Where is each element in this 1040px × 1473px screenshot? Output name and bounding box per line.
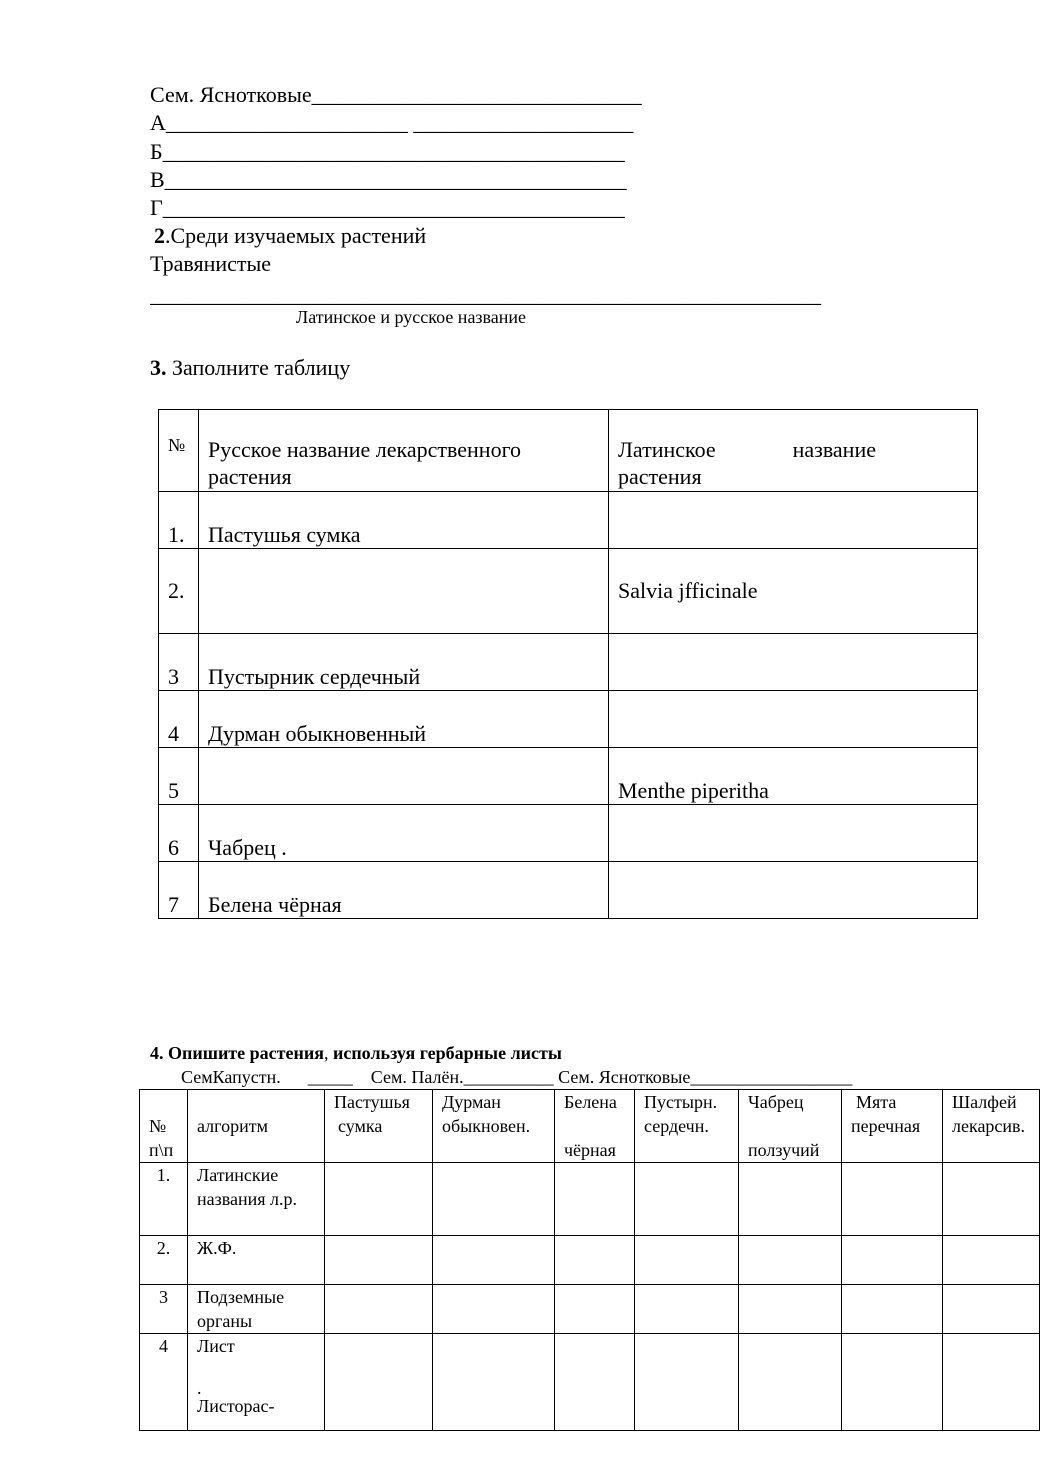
row-cell[interactable] (635, 1334, 739, 1431)
header-col-motherwort (635, 1090, 739, 1163)
header-col6-line2: перечная (851, 1116, 921, 1136)
section3-title: Заполните таблицу (166, 355, 351, 380)
section4-title-a: 4. Опишите растения (150, 1043, 324, 1063)
row-num: 7 (159, 862, 199, 919)
row-cell[interactable] (555, 1236, 635, 1285)
header-algorithm-text: алгоритм (197, 1116, 268, 1136)
row-russian[interactable]: Дурман обыкновенный (199, 691, 609, 748)
row-cell[interactable] (635, 1285, 739, 1334)
row-num: 1. (140, 1163, 188, 1236)
table-row (159, 748, 978, 805)
row-num: 1. (159, 492, 199, 549)
row-latin[interactable] (609, 805, 978, 862)
row-latin[interactable] (609, 862, 978, 919)
header-latin-word1: Латинское (618, 437, 716, 462)
header-latin-word3: растения (618, 464, 702, 489)
section2-caption: Латинское и русское название (296, 307, 527, 327)
header-col2-line2: обыкновен. (442, 1116, 531, 1136)
header-col7-line2: лекарсив. (952, 1116, 1026, 1136)
table-row (159, 492, 978, 549)
row-cell[interactable] (433, 1236, 555, 1285)
table-row (159, 805, 978, 862)
row-cell[interactable] (842, 1285, 943, 1334)
row-cell[interactable] (943, 1163, 1040, 1236)
header-latin-word2: название (792, 437, 876, 462)
section4-title-comma: , (323, 1043, 329, 1063)
row-cell[interactable] (325, 1334, 433, 1431)
row-russian[interactable] (199, 748, 609, 805)
row-cell[interactable] (842, 1236, 943, 1285)
table-row (140, 1285, 1040, 1334)
header-col3-line2: чёрная (564, 1140, 616, 1160)
row-cell[interactable] (943, 1334, 1040, 1431)
header-col-datura (433, 1090, 555, 1163)
header-latin-name (609, 410, 978, 492)
section2-title: .Среди изучаемых растений (165, 223, 427, 248)
header-col-thyme (739, 1090, 842, 1163)
header-col5-line2: ползучий (748, 1140, 820, 1160)
row-cell[interactable] (325, 1163, 433, 1236)
header-col4-line2: сердечн. (644, 1116, 709, 1136)
row-cell[interactable] (433, 1163, 555, 1236)
row-cell[interactable] (555, 1285, 635, 1334)
row-num: 5 (159, 748, 199, 805)
table-header-row (159, 410, 978, 492)
row-latin[interactable]: Salvia jfficinale (609, 549, 978, 634)
header-col4-line1: Пустырн. (644, 1092, 718, 1112)
row-russian[interactable]: Пустырник сердечный (199, 634, 609, 691)
row-cell[interactable] (433, 1285, 555, 1334)
row-cell[interactable] (739, 1163, 842, 1236)
row-num: 2. (159, 549, 199, 634)
row-cell[interactable] (555, 1334, 635, 1431)
row-cell[interactable] (943, 1236, 1040, 1285)
table-row (159, 691, 978, 748)
header-col7-line1: Шалфей (952, 1092, 1017, 1112)
table-row (140, 1236, 1040, 1285)
herbarium-table (139, 1089, 1040, 1431)
row-algorithm-line3: Листорас- (197, 1396, 275, 1416)
header-col-mint (842, 1090, 943, 1163)
row-algorithm-line2: органы (197, 1311, 253, 1331)
row-cell[interactable] (842, 1334, 943, 1431)
row-russian[interactable] (199, 549, 609, 634)
row-algorithm-line1: Лист (197, 1336, 235, 1356)
header-russian-name: Русское название лекарственного растения (199, 410, 609, 492)
header-num-line2: п\п (149, 1140, 174, 1160)
header-col-shepherds-purse (325, 1090, 433, 1163)
header-col5-line1: Чабрец (748, 1092, 804, 1112)
row-num: 3 (159, 634, 199, 691)
answer-line-g: Г__________________________________________ (150, 195, 625, 220)
row-latin[interactable]: Menthe piperitha (609, 748, 978, 805)
row-russian[interactable]: Пастушья сумка (199, 492, 609, 549)
row-latin[interactable] (609, 691, 978, 748)
row-algorithm-line2: . (197, 1378, 202, 1398)
row-algorithm-line1: Подземные (197, 1287, 285, 1307)
header-col-sage (943, 1090, 1040, 1163)
row-cell[interactable] (325, 1285, 433, 1334)
row-cell[interactable] (433, 1334, 555, 1431)
header-col6-line1: Мята (856, 1092, 897, 1112)
header-num: № (159, 410, 199, 492)
table-row (159, 634, 978, 691)
answer-line-b: Б__________________________________________ (150, 139, 625, 164)
answer-line-v: В__________________________________________ (150, 167, 627, 192)
row-cell[interactable] (739, 1334, 842, 1431)
family-line: Сем. Яснотковые______________________________ (150, 82, 642, 107)
row-algorithm (188, 1285, 325, 1334)
row-algorithm-line1: Ж.Ф. (197, 1238, 237, 1258)
section4-heading (150, 1042, 562, 1064)
row-num: 4 (140, 1334, 188, 1431)
section3-number: 3. (150, 355, 167, 380)
row-cell[interactable] (943, 1285, 1040, 1334)
header-col2-line1: Дурман (442, 1092, 501, 1112)
row-cell[interactable] (635, 1163, 739, 1236)
plants-table (158, 409, 978, 919)
header-num-line1: № (149, 1116, 167, 1136)
row-algorithm (188, 1236, 325, 1285)
row-cell[interactable] (635, 1236, 739, 1285)
table-row (159, 862, 978, 919)
row-russian[interactable]: Чабрец . (199, 805, 609, 862)
row-num: 6 (159, 805, 199, 862)
header-col1-line1: Пастушья (334, 1092, 410, 1112)
row-russian[interactable]: Белена чёрная (199, 862, 609, 919)
row-cell[interactable] (842, 1163, 943, 1236)
header-col1-line2: сумка (338, 1116, 383, 1136)
table-row (140, 1163, 1040, 1236)
section2-number: 2 (154, 223, 165, 248)
header-algorithm (188, 1090, 325, 1163)
header-col-henbane (555, 1090, 635, 1163)
row-latin[interactable] (609, 634, 978, 691)
row-cell[interactable] (555, 1163, 635, 1236)
table-row (140, 1334, 1040, 1431)
row-algorithm (188, 1334, 325, 1431)
section3-heading (150, 355, 350, 381)
row-algorithm-line2: названия л.р. (197, 1189, 298, 1209)
row-num: 4 (159, 691, 199, 748)
table-row (159, 549, 978, 634)
header-col3-line1: Белена (564, 1092, 617, 1112)
answer-line-a: А______________________ ____________________ (150, 110, 634, 135)
section4-title-b: используя гербарные листы (328, 1043, 562, 1063)
section2-underline: _____________________________________________________________ (150, 282, 821, 307)
section2-subtitle: Травянистые (150, 251, 272, 276)
section2-heading (154, 223, 426, 249)
row-cell[interactable] (325, 1236, 433, 1285)
row-algorithm (188, 1163, 325, 1236)
section4-families-line: СемКапустн. _____ Сем. Палён.__________ Сем. Яснотковые__________________ (181, 1067, 853, 1087)
table4-header-row (140, 1090, 1040, 1163)
row-num: 3 (140, 1285, 188, 1334)
row-cell[interactable] (739, 1236, 842, 1285)
row-num: 2. (140, 1236, 188, 1285)
row-algorithm-line1: Латинские (197, 1165, 279, 1185)
row-latin[interactable] (609, 492, 978, 549)
row-cell[interactable] (739, 1285, 842, 1334)
header-num (140, 1090, 188, 1163)
